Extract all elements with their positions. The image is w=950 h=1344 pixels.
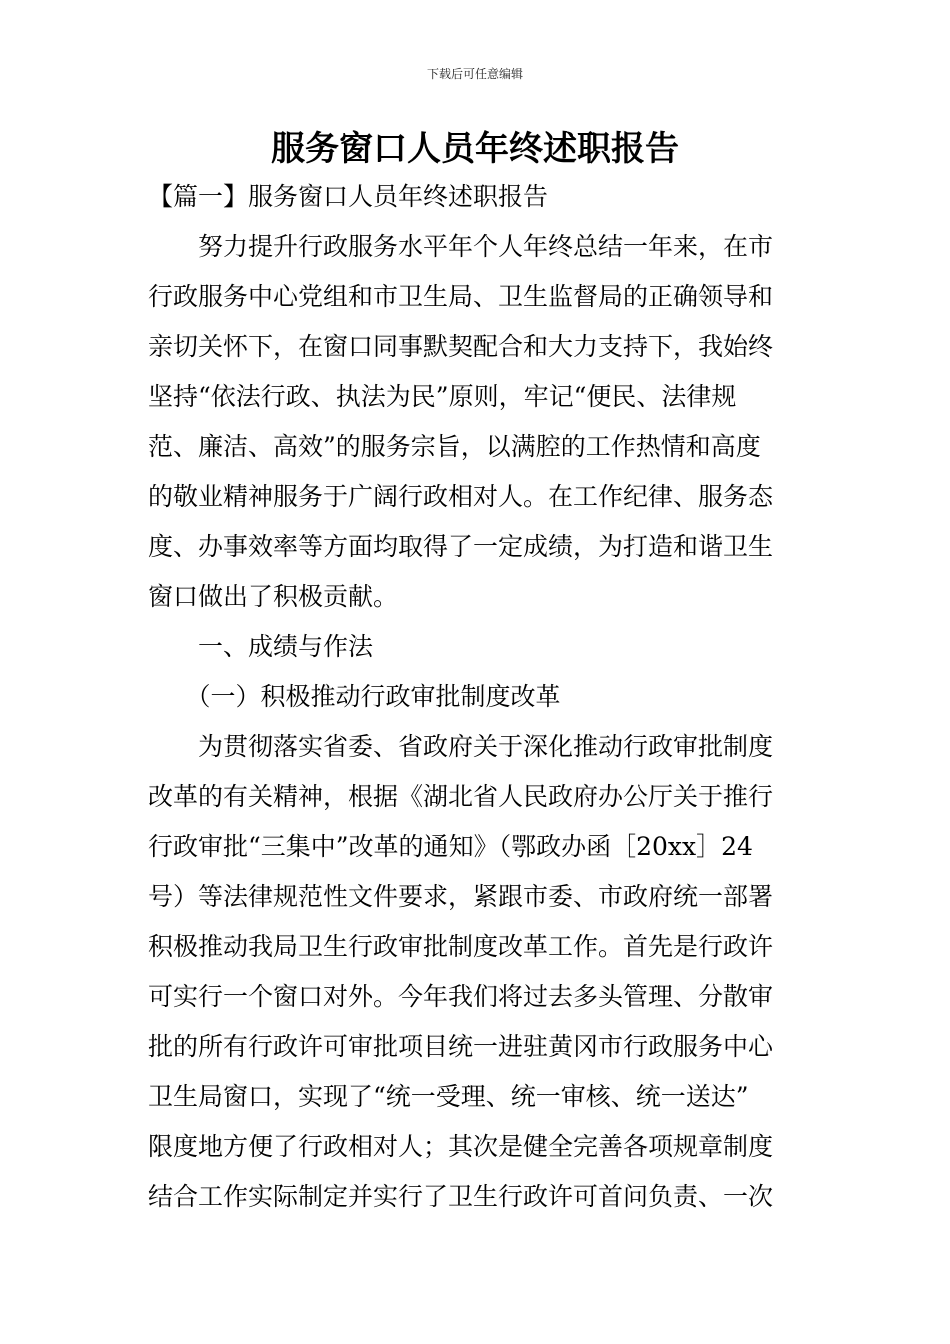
text-line: 的敬业精神服务于广阔行政相对人。在工作纪律、服务态 xyxy=(148,482,774,511)
text-line: 结合工作实际制定并实行了卫生行政许可首问负责、一次 xyxy=(148,1182,774,1211)
text-line: 为贯彻落实省委、省政府关于深化推动行政审批制度 xyxy=(148,732,774,761)
text-line: 可实行一个窗口对外。今年我们将过去多头管理、分散审 xyxy=(148,982,774,1011)
text-line: 亲切关怀下，在窗口同事默契配合和大力支持下，我始终 xyxy=(148,332,774,361)
text-line: 努力提升行政服务水平年个人年终总结一年来，在市 xyxy=(148,232,774,261)
document-title: 服务窗口人员年终述职报告 xyxy=(271,129,679,169)
text-line: 坚持“依法行政、执法为民”原则，牢记“便民、法律规 xyxy=(148,382,737,411)
header-note: 下载后可任意编辑 xyxy=(426,67,523,81)
subheading: 一、成绩与作法 xyxy=(148,632,374,661)
text-line: 号）等法律规范性文件要求，紧跟市委、市政府统一部署 xyxy=(148,882,774,911)
section-heading: 【篇一】服务窗口人员年终述职报告 xyxy=(148,182,549,211)
text-line: 改革的有关精神，根据《湖北省人民政府办公厅关于推行 xyxy=(148,782,774,811)
text-line: 行政审批“三集中”改革的通知》（鄂政办函［20xx］24 xyxy=(148,832,753,861)
subheading: （一）积极推动行政审批制度改革 xyxy=(148,682,561,711)
text-line: 行政服务中心党组和市卫生局、卫生监督局的正确领导和 xyxy=(148,282,774,311)
text-line: 窗口做出了积极贡献。 xyxy=(148,582,399,611)
text-line: 限度地方便了行政相对人；其次是健全完善各项规章制度 xyxy=(148,1132,774,1161)
text-line: 积极推动我局卫生行政审批制度改革工作。首先是行政许 xyxy=(148,932,774,961)
text-line: 批的所有行政许可审批项目统一进驻黄冈市行政服务中心 xyxy=(148,1032,774,1061)
text-line: 度、办事效率等方面均取得了一定成绩，为打造和谐卫生 xyxy=(148,532,774,561)
text-line: 卫生局窗口，实现了“统一受理、统一审核、统一送达” xyxy=(148,1082,749,1111)
text-line: 范、廉洁、高效”的服务宗旨，以满腔的工作热情和高度 xyxy=(148,432,761,461)
